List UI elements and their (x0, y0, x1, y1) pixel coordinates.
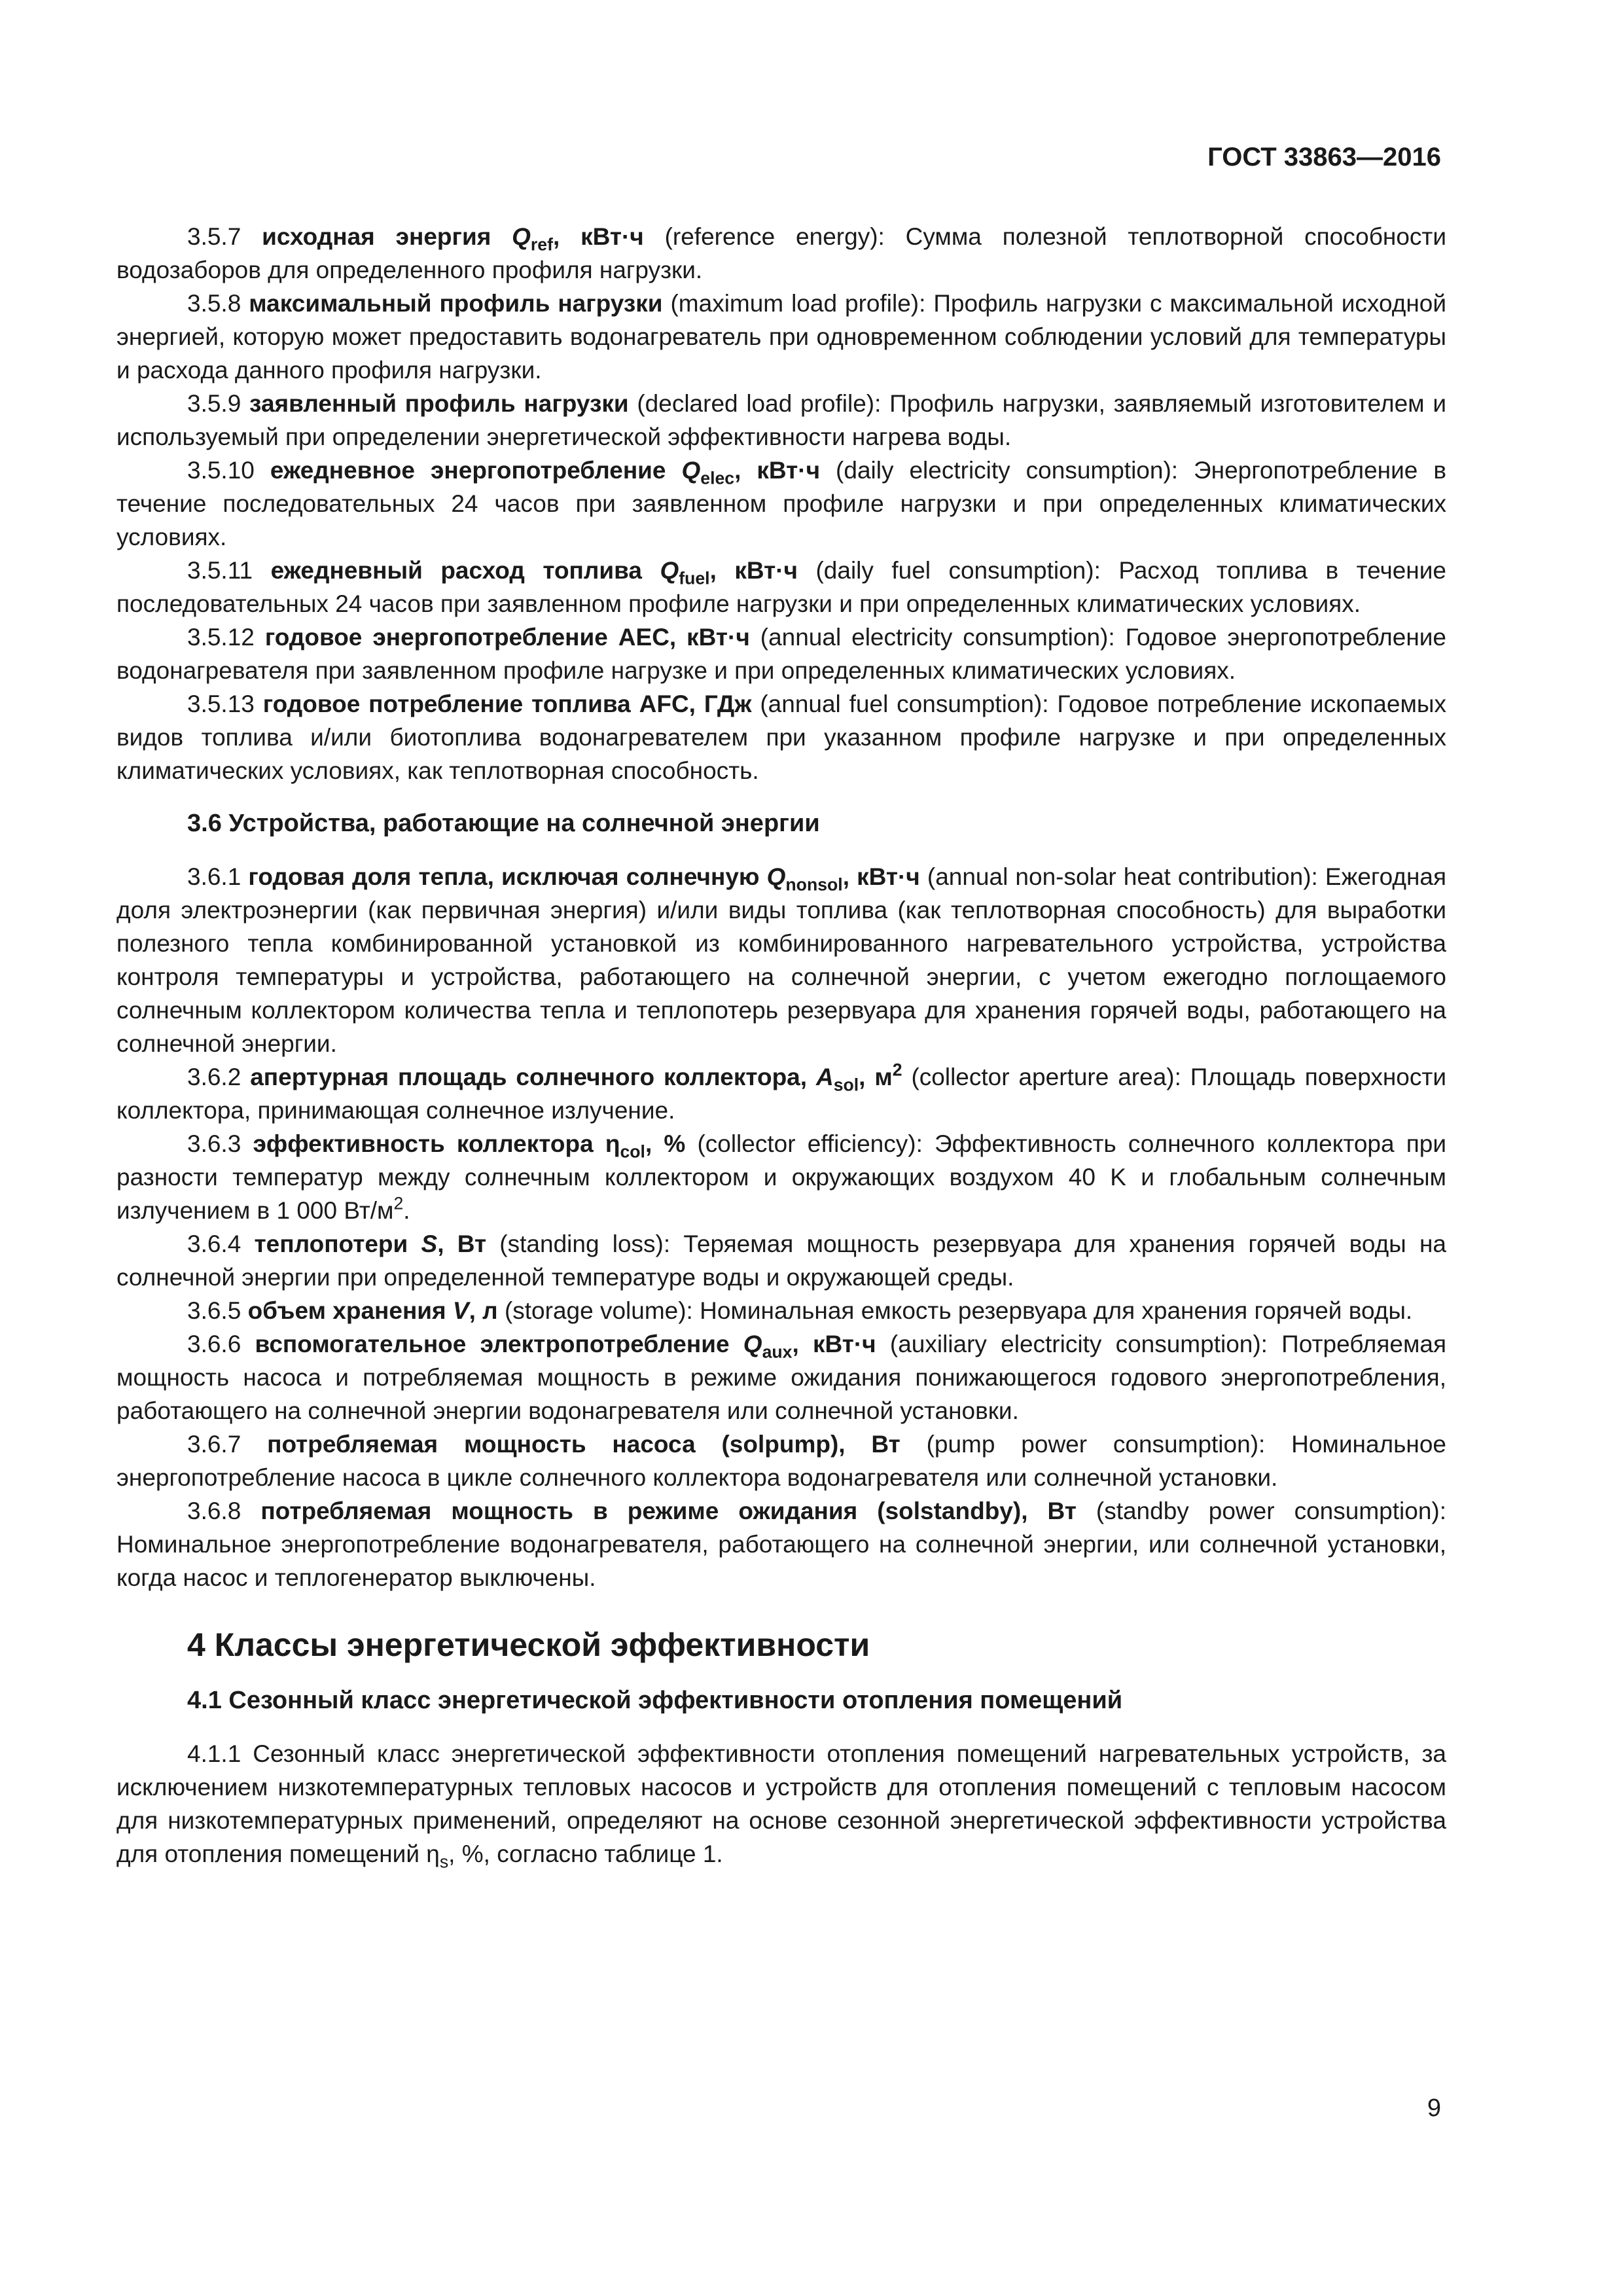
term: заявленный профиль нагрузки (249, 390, 629, 417)
clause-3-6-1: 3.6.1 годовая доля тепла, исключая солнечную $Q_{nonsol}$, кВт·ч (annual non-solar heat contribution): Ежегодная доля электроэнергии (как первичная энергия) и/или виды топлива (как теплотворная способность) для выработки полезного тепла комбинированной установкой из комбинированного нагревательного устройства, устройства контроля температуры и устройства, работающего на солнечной энергии, с учетом ежегодно поглощаемого солнечным коллектором количества тепла и теплопотерь резервуара для хранения горячей воды, работающего на солнечной энергии. (116, 863, 1447, 1057)
clause-3-6-4: 3.6.4 теплопотери S, Вт (standing loss): Теряемая мощность резервуара для хранения горячей воды на солнечной энергии при определенной температуре воды и окружающей среды. (116, 1230, 1447, 1291)
term: максимальный профиль нагрузки (249, 290, 663, 317)
term: ежедневный расход топлива (270, 557, 642, 584)
chapter-heading-4: 4 Классы энергетической эффективности (187, 1626, 870, 1663)
term: исходная энергия (262, 223, 491, 250)
clause-3-5-9: 3.5.9 заявленный профиль нагрузки (declared load profile): Профиль нагрузки, заявляемый изготовителем и используемый при определении энергетической эффективности нагрева воды. (116, 390, 1447, 450)
term: потребляемая мощность насоса (solpump), Вт (267, 1431, 901, 1458)
clause-3-5-12: 3.5.12 годовое энергопотребление AEC, кВт·ч (annual electricity consumption): Годовое энергопотребление водонагревателя при заявленном профиле нагрузке и при определенных климатических условиях. (116, 624, 1447, 684)
section-heading-3-6: 3.6 Устройства, работающие на солнечной энергии (187, 810, 820, 837)
clause-3-6-8: 3.6.8 потребляемая мощность в режиме ожидания (solstandby), Вт (standby power consumption): Номинальное энергопотребление водонагревателя, работающего на солнечной энергии, или солнечной установки, когда насос и теплогенератор выключены. (116, 1498, 1446, 1591)
term: объем хранения (247, 1297, 446, 1324)
clause-3-6-6: 3.6.6 вспомогательное электропотребление $Q_{aux}$, кВт·ч (auxiliary electricity consumption): Потребляемая мощность насоса и потребляемая мощность в режиме ожидания понижающегося годового энергопотребления, работающего на солнечной энергии водонагревателя или солнечной установки. (116, 1331, 1447, 1424)
term: эффективность коллектора (253, 1130, 594, 1157)
clause-3-6-2: 3.6.2 апертурная площадь солнечного коллектора, $A_{sol}$, $м^2$ (collector aperture area): Площадь поверхности коллектора, принимающая солнечное излучение. (116, 1060, 1446, 1124)
document-id: ГОСТ 33863—2016 (1207, 143, 1441, 171)
clause-3-6-3: 3.6.3 эффективность коллектора $\eta_{col}$, % (collector efficiency): Эффективность солнечного коллектора при разности температур между солнечным коллектором и окружающих воздухом 40 K и глобальным солнечным излучением в 1 000 $Вт/м^2$. (116, 1130, 1447, 1224)
clause-3-5-11: 3.5.11 ежедневный расход топлива $Q_{fuel}$, кВт·ч (daily fuel consumption): Расход топлива в течение последовательных 24 часов при заявленном профиле нагрузки и при определенных климатических условиях. (116, 557, 1446, 617)
clause-4-1-1: 4.1.1 Сезонный класс энергетической эффективности отопления помещений нагревательных устройств, за исключением низкотемпературных тепловых насосов и устройств для отопления помещений с тепловым насосом для низкотемпературных применений, определяют на основе сезонной энергетической эффективности устройства для отопления помещений $\eta_s$, %, согласно таблице 1. (116, 1740, 1446, 1872)
term: теплопотери (254, 1230, 408, 1257)
section-heading-4-1: 4.1 Сезонный класс энергетической эффективности отопления помещений (187, 1687, 1123, 1714)
term: годовое потребление топлива AFC, ГДж (262, 691, 752, 717)
term: годовое энергопотребление AEC, кВт·ч (264, 624, 750, 651)
clause-3-6-5: 3.6.5 объем хранения V, л (storage volume): Номинальная емкость резервуара для хранения горячей воды. (187, 1297, 1413, 1324)
term: потребляемая мощность в режиме ожидания (solstandby), Вт (260, 1498, 1077, 1524)
term: годовая доля тепла, исключая солнечную (248, 863, 760, 890)
clause-3-5-13: 3.5.13 годовое потребление топлива AFC, ГДж (annual fuel consumption): Годовое потребление ископаемых видов топлива и/или биотоплива водонагревателем при указанном профиле нагрузке и при определенных климатических условиях, как теплотворная способность. (116, 691, 1446, 784)
document-body (116, 220, 1446, 1871)
clause-3-5-7: 3.5.7 исходная энергия $Q_{ref}$, кВт·ч (reference energy): Сумма полезной теплотворной способности водозаборов для определенного профиля нагрузки. (116, 223, 1447, 283)
clause-3-6-7: 3.6.7 потребляемая мощность насоса (solpump), Вт (pump power consumption): Номинальное энергопотребление насоса в цикле солнечного коллектора водонагревателя или солнечной установки. (116, 1431, 1446, 1491)
page-number: 9 (1427, 2094, 1441, 2122)
term: ежедневное энергопотребление (270, 457, 666, 484)
term: апертурная площадь солнечного коллектора, (250, 1064, 808, 1090)
term: вспомогательное электропотребление (255, 1331, 730, 1357)
clause-3-5-8: 3.5.8 максимальный профиль нагрузки (maximum load profile): Профиль нагрузки с максимальной исходной энергией, которую может предоставить водонагреватель при одновременном соблюдении условий для температуры и расхода данного профиля нагрузки. (116, 290, 1446, 384)
clause-3-5-10: 3.5.10 ежедневное энергопотребление $Q_{elec}$, кВт·ч (daily electricity consumption): Энергопотребление в течение последовательных 24 часов при заявленном профиле нагрузки и при определенных климатических условиях. (116, 457, 1447, 550)
